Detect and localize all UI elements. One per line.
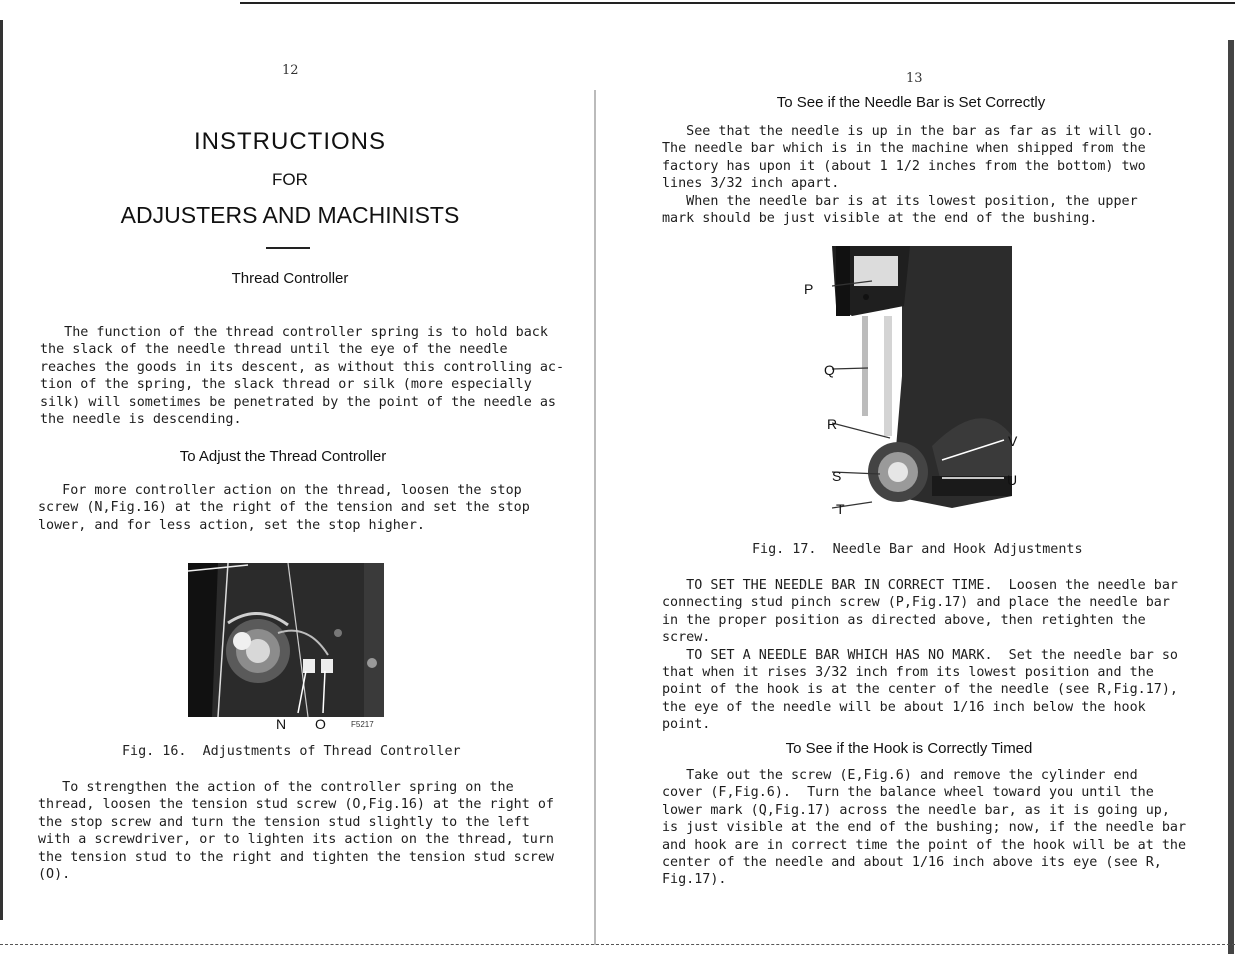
text-line: the eye of the needle will be about 1/16 inch below the hook [662, 699, 1146, 715]
paragraph-adjust [38, 482, 530, 534]
page-number-right: 13 [906, 71, 923, 86]
text-line: in the proper position as directed above, then retighten the [662, 612, 1146, 628]
text-line: point. [662, 717, 711, 733]
text-line: TO SET A NEEDLE BAR WHICH HAS NO MARK. Set the needle bar so [662, 647, 1178, 663]
text-line: factory has upon it (about 1 1/2 inches from the bottom) two [662, 158, 1146, 174]
figure-17-label-v: V [1008, 433, 1018, 449]
heading-adjust-thread-controller: To Adjust the Thread Controller [179, 448, 387, 465]
heading-hook-timed: To See if the Hook is Correctly Timed [785, 740, 1033, 757]
text-line: the needle is descending. [40, 412, 242, 428]
text-line: lower, and for less action, set the stop higher. [38, 517, 425, 533]
text-line: the tension stud to the right and tighten the tension stud screw [38, 849, 554, 865]
figure-16-photo [188, 563, 384, 717]
heading-thread-controller: Thread Controller [231, 270, 349, 287]
figure-17-caption: Fig. 17. Needle Bar and Hook Adjustments [752, 542, 1083, 557]
text-line: To strengthen the action of the controller spring on the [38, 780, 514, 795]
text-line: point of the hook is at the center of the needle (see R,Fig.17), [662, 682, 1178, 698]
text-line: with a screwdriver, or to lighten its action on the thread, turn [38, 832, 554, 848]
needle-bar-hook-illustration [832, 246, 1012, 528]
paragraph-thread-controller [40, 324, 564, 428]
text-line: connecting stud pinch screw (P,Fig.17) and place the needle bar [662, 595, 1170, 611]
text-line: tion of the spring, the slack thread or silk (more especially [40, 377, 532, 393]
text-line: Fig.17). [662, 872, 727, 888]
text-line: lower mark (Q,Fig.17) across the needle bar, as it is going up, [662, 802, 1170, 818]
paragraph-needle-bar-timing [662, 577, 1178, 734]
figure-16-label-o: O [315, 716, 326, 732]
text-line: The needle bar which is in the machine when shipped from the [662, 141, 1146, 157]
figure-16-label-n: N [276, 716, 287, 732]
right-page [596, 0, 1235, 954]
text-line: thread, loosen the tension stud screw (O,Fig.16) at the right of [38, 797, 554, 813]
text-line: screw. [662, 630, 711, 646]
figure-17-label-q: Q [824, 362, 835, 378]
text-line: reaches the goods in its descent, as without this controlling ac- [40, 359, 565, 375]
text-line: When the needle bar is at its lowest position, the upper [662, 193, 1138, 209]
text-line: that when it rises 3/32 inch from its lowest position and the [662, 665, 1154, 681]
title-adjusters: ADJUSTERS AND MACHINISTS [120, 202, 460, 228]
figure-17-label-t: T [836, 501, 845, 517]
left-page [0, 0, 595, 954]
text-line: screw (N,Fig.16) at the right of the tension and set the stop [38, 500, 530, 516]
figure-16-code: F5217 [351, 720, 374, 729]
heading-needle-bar-set: To See if the Needle Bar is Set Correctly [776, 94, 1046, 111]
figure-17-label-s: S [832, 468, 842, 484]
thread-controller-illustration [188, 563, 384, 717]
text-line: cover (F,Fig.6). Turn the balance wheel toward you until the [662, 785, 1154, 801]
text-line: lines 3/32 inch apart. [662, 176, 840, 192]
title-divider [266, 247, 310, 249]
paragraph-hook-timed [662, 767, 1186, 889]
text-line: center of the needle and about 1/16 inch above its eye (see R, [662, 855, 1162, 871]
text-line: the slack of the needle thread until the eye of the needle [40, 342, 508, 358]
figure-17-photo [832, 246, 1012, 528]
text-line: TO SET THE NEEDLE BAR IN CORRECT TIME. Loosen the needle bar [662, 578, 1178, 593]
text-line: See that the needle is up in the bar as far as it will go. [662, 124, 1154, 139]
paragraph-needle-bar [662, 123, 1154, 227]
text-line: The function of the thread controller spring is to hold back [40, 325, 548, 340]
figure-17-label-r: R [827, 416, 838, 432]
text-line: Take out the screw (E,Fig.6) and remove the cylinder end [662, 768, 1138, 783]
text-line: the stop screw and turn the tension stud slightly to the left [38, 814, 530, 830]
figure-17-label-u: U [1007, 472, 1018, 488]
figure-16-caption: Fig. 16. Adjustments of Thread Controller [122, 744, 461, 759]
text-line: and hook are in correct time the point of the hook will be at the [662, 837, 1187, 853]
title-for: FOR [272, 170, 308, 189]
title-instructions: INSTRUCTIONS [194, 128, 386, 155]
text-line: mark should be just visible at the end of the bushing. [662, 211, 1098, 227]
text-line: For more controller action on the thread, loosen the stop [38, 483, 522, 498]
paragraph-strengthen [38, 779, 554, 883]
page-number-left: 12 [282, 63, 299, 78]
figure-17-label-p: P [804, 281, 814, 297]
text-line: (O). [38, 867, 71, 883]
text-line: is just visible at the end of the bushing; now, if the needle bar [662, 820, 1187, 836]
text-line: silk) will sometimes be penetrated by the point of the needle as [40, 394, 556, 410]
